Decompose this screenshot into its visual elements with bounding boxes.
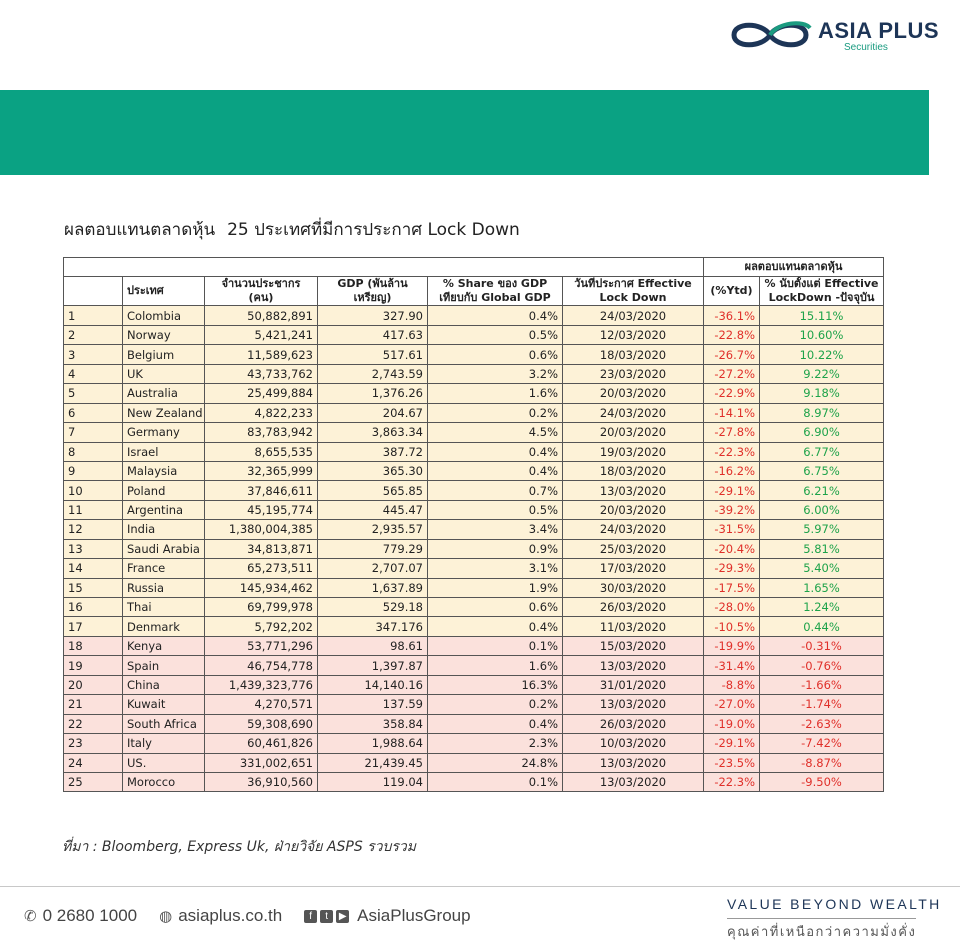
ytd-cell: -39.2% xyxy=(704,500,760,519)
date-cell: 24/03/2020 xyxy=(563,403,704,422)
row-index: 16 xyxy=(64,598,123,617)
row-index: 5 xyxy=(64,384,123,403)
row-index: 6 xyxy=(64,403,123,422)
gdp-cell: 137.59 xyxy=(318,695,428,714)
population-cell: 5,421,241 xyxy=(205,325,318,344)
row-index: 20 xyxy=(64,675,123,694)
share-cell: 3.4% xyxy=(428,520,563,539)
population-cell: 11,589,623 xyxy=(205,345,318,364)
gdp-cell: 565.85 xyxy=(318,481,428,500)
gdp-cell: 445.47 xyxy=(318,500,428,519)
since-lockdown-cell: 6.21% xyxy=(760,481,884,500)
share-cell: 0.9% xyxy=(428,539,563,558)
share-cell: 0.1% xyxy=(428,772,563,791)
date-cell: 20/03/2020 xyxy=(563,500,704,519)
table-row xyxy=(64,734,884,753)
date-cell: 30/03/2020 xyxy=(563,578,704,597)
column-header-row xyxy=(64,277,884,306)
footer xyxy=(24,906,493,926)
share-cell: 0.4% xyxy=(428,461,563,480)
title-part1: ผลตอบแทนตลาดหุ้น xyxy=(64,220,216,240)
youtube-icon[interactable]: ▶ xyxy=(336,910,349,923)
share-cell: 0.7% xyxy=(428,481,563,500)
phone-icon: ✆ xyxy=(24,908,37,925)
since-lockdown-cell: 6.90% xyxy=(760,423,884,442)
since-lockdown-cell: 5.40% xyxy=(760,559,884,578)
population-cell: 1,439,323,776 xyxy=(205,675,318,694)
ytd-cell: -16.2% xyxy=(704,461,760,480)
source-note: ที่มา : Bloomberg, Express Uk, ฝ่ายวิจัย ASPS รวบรวม xyxy=(62,839,417,855)
table-row xyxy=(64,578,884,597)
row-index: 10 xyxy=(64,481,123,500)
share-cell: 0.5% xyxy=(428,500,563,519)
country-cell: China xyxy=(123,675,205,694)
gdp-cell: 119.04 xyxy=(318,772,428,791)
since-lockdown-cell: 6.77% xyxy=(760,442,884,461)
header-date: วันที่ประกาศ Effective Lock Down xyxy=(563,277,704,306)
country-cell: India xyxy=(123,520,205,539)
population-cell: 53,771,296 xyxy=(205,636,318,655)
since-lockdown-cell: 9.18% xyxy=(760,384,884,403)
ytd-cell: -8.8% xyxy=(704,675,760,694)
row-index: 22 xyxy=(64,714,123,733)
date-cell: 13/03/2020 xyxy=(563,481,704,500)
ytd-cell: -10.5% xyxy=(704,617,760,636)
share-cell: 16.3% xyxy=(428,675,563,694)
row-index: 15 xyxy=(64,578,123,597)
row-index: 2 xyxy=(64,325,123,344)
row-index: 23 xyxy=(64,734,123,753)
gdp-cell: 517.61 xyxy=(318,345,428,364)
population-cell: 69,799,978 xyxy=(205,598,318,617)
footer-social[interactable]: AsiaPlusGroup xyxy=(357,906,471,925)
tagline-th: คุณค่าที่เหนือกว่าความมั่งคั่ง xyxy=(727,918,916,942)
gdp-cell: 2,935.57 xyxy=(318,520,428,539)
table-row xyxy=(64,442,884,461)
since-lockdown-cell: 9.22% xyxy=(760,364,884,383)
share-cell: 1.6% xyxy=(428,656,563,675)
share-cell: 0.5% xyxy=(428,325,563,344)
date-cell: 15/03/2020 xyxy=(563,636,704,655)
table-row xyxy=(64,384,884,403)
row-index: 12 xyxy=(64,520,123,539)
share-cell: 0.6% xyxy=(428,598,563,617)
date-cell: 12/03/2020 xyxy=(563,325,704,344)
since-lockdown-cell: -7.42% xyxy=(760,734,884,753)
gdp-cell: 98.61 xyxy=(318,636,428,655)
share-cell: 0.4% xyxy=(428,714,563,733)
ytd-cell: -14.1% xyxy=(704,403,760,422)
since-lockdown-cell: -1.66% xyxy=(760,675,884,694)
footer-website[interactable]: asiaplus.co.th xyxy=(178,906,283,925)
date-cell: 23/03/2020 xyxy=(563,364,704,383)
population-cell: 45,195,774 xyxy=(205,500,318,519)
country-cell: Thai xyxy=(123,598,205,617)
table-row xyxy=(64,636,884,655)
ytd-cell: -22.8% xyxy=(704,325,760,344)
population-cell: 60,461,826 xyxy=(205,734,318,753)
ytd-cell: -28.0% xyxy=(704,598,760,617)
table-row xyxy=(64,306,884,325)
ytd-cell: -31.5% xyxy=(704,520,760,539)
since-lockdown-cell: -0.31% xyxy=(760,636,884,655)
population-cell: 59,308,690 xyxy=(205,714,318,733)
gdp-cell: 358.84 xyxy=(318,714,428,733)
country-cell: South Africa xyxy=(123,714,205,733)
share-cell: 0.4% xyxy=(428,442,563,461)
date-cell: 25/03/2020 xyxy=(563,539,704,558)
share-cell: 0.1% xyxy=(428,636,563,655)
country-cell: Norway xyxy=(123,325,205,344)
table-row xyxy=(64,364,884,383)
row-index: 8 xyxy=(64,442,123,461)
date-cell: 13/03/2020 xyxy=(563,753,704,772)
population-cell: 32,365,999 xyxy=(205,461,318,480)
share-cell: 1.6% xyxy=(428,384,563,403)
table-row xyxy=(64,675,884,694)
country-cell: Australia xyxy=(123,384,205,403)
table-row xyxy=(64,539,884,558)
row-index: 14 xyxy=(64,559,123,578)
country-cell: Spain xyxy=(123,656,205,675)
date-cell: 26/03/2020 xyxy=(563,598,704,617)
country-cell: Poland xyxy=(123,481,205,500)
population-cell: 1,380,004,385 xyxy=(205,520,318,539)
ytd-cell: -26.7% xyxy=(704,345,760,364)
row-index: 19 xyxy=(64,656,123,675)
gdp-cell: 1,376.26 xyxy=(318,384,428,403)
population-cell: 34,813,871 xyxy=(205,539,318,558)
share-cell: 0.6% xyxy=(428,345,563,364)
ytd-cell: -27.2% xyxy=(704,364,760,383)
since-lockdown-cell: -0.76% xyxy=(760,656,884,675)
table-row xyxy=(64,753,884,772)
date-cell: 20/03/2020 xyxy=(563,384,704,403)
table-row xyxy=(64,325,884,344)
ytd-cell: -29.1% xyxy=(704,481,760,500)
gdp-cell: 2,743.59 xyxy=(318,364,428,383)
gdp-cell: 2,707.07 xyxy=(318,559,428,578)
population-cell: 25,499,884 xyxy=(205,384,318,403)
gdp-cell: 529.18 xyxy=(318,598,428,617)
date-cell: 18/03/2020 xyxy=(563,461,704,480)
since-lockdown-cell: 10.60% xyxy=(760,325,884,344)
row-index: 9 xyxy=(64,461,123,480)
country-cell: Italy xyxy=(123,734,205,753)
share-cell: 0.2% xyxy=(428,403,563,422)
population-cell: 4,270,571 xyxy=(205,695,318,714)
population-cell: 8,655,535 xyxy=(205,442,318,461)
population-cell: 145,934,462 xyxy=(205,578,318,597)
since-lockdown-cell: 0.44% xyxy=(760,617,884,636)
footer-divider xyxy=(0,886,960,887)
gdp-cell: 387.72 xyxy=(318,442,428,461)
header-since: % นับตั้งแต่ Effective LockDown -ปัจจุบัน xyxy=(760,277,884,306)
row-index: 17 xyxy=(64,617,123,636)
table-row xyxy=(64,423,884,442)
tagline-en: VALUE BEYOND WEALTH xyxy=(727,896,942,912)
gdp-cell: 347.176 xyxy=(318,617,428,636)
table-row xyxy=(64,481,884,500)
share-cell: 0.4% xyxy=(428,306,563,325)
date-cell: 17/03/2020 xyxy=(563,559,704,578)
row-index: 3 xyxy=(64,345,123,364)
date-cell: 31/01/2020 xyxy=(563,675,704,694)
ytd-cell: -23.5% xyxy=(704,753,760,772)
table-row xyxy=(64,617,884,636)
since-lockdown-cell: -2.63% xyxy=(760,714,884,733)
row-index: 21 xyxy=(64,695,123,714)
country-cell: Morocco xyxy=(123,772,205,791)
twitter-icon[interactable]: t xyxy=(320,910,333,923)
since-lockdown-cell: 6.00% xyxy=(760,500,884,519)
table-row xyxy=(64,345,884,364)
country-cell: Kuwait xyxy=(123,695,205,714)
population-cell: 5,792,202 xyxy=(205,617,318,636)
ytd-cell: -19.0% xyxy=(704,714,760,733)
row-index: 13 xyxy=(64,539,123,558)
population-cell: 43,733,762 xyxy=(205,364,318,383)
date-cell: 13/03/2020 xyxy=(563,772,704,791)
gdp-cell: 14,140.16 xyxy=(318,675,428,694)
population-cell: 36,910,560 xyxy=(205,772,318,791)
ytd-cell: -29.1% xyxy=(704,734,760,753)
row-index: 1 xyxy=(64,306,123,325)
population-cell: 65,273,511 xyxy=(205,559,318,578)
globe-icon: ◍ xyxy=(159,908,173,925)
gdp-cell: 327.90 xyxy=(318,306,428,325)
header-band xyxy=(0,90,929,175)
row-index: 25 xyxy=(64,772,123,791)
table-row xyxy=(64,656,884,675)
gdp-cell: 779.29 xyxy=(318,539,428,558)
infinity-logo-icon xyxy=(726,18,814,52)
header-gdp: GDP (พันล้าน เหรียญ) xyxy=(318,277,428,306)
gdp-cell: 204.67 xyxy=(318,403,428,422)
population-cell: 50,882,891 xyxy=(205,306,318,325)
country-cell: New Zealand xyxy=(123,403,205,422)
table-row xyxy=(64,772,884,791)
date-cell: 10/03/2020 xyxy=(563,734,704,753)
since-lockdown-cell: 1.24% xyxy=(760,598,884,617)
population-cell: 4,822,233 xyxy=(205,403,318,422)
country-cell: Kenya xyxy=(123,636,205,655)
gdp-cell: 1,637.89 xyxy=(318,578,428,597)
gdp-cell: 417.63 xyxy=(318,325,428,344)
gdp-cell: 3,863.34 xyxy=(318,423,428,442)
table-row xyxy=(64,714,884,733)
ytd-cell: -22.3% xyxy=(704,442,760,461)
since-lockdown-cell: -8.87% xyxy=(760,753,884,772)
share-cell: 0.2% xyxy=(428,695,563,714)
country-cell: Saudi Arabia xyxy=(123,539,205,558)
ytd-cell: -29.3% xyxy=(704,559,760,578)
table-row xyxy=(64,403,884,422)
table-row xyxy=(64,500,884,519)
country-cell: Argentina xyxy=(123,500,205,519)
share-cell: 1.9% xyxy=(428,578,563,597)
date-cell: 24/03/2020 xyxy=(563,306,704,325)
header-ytd: (%Ytd) xyxy=(704,277,760,306)
gdp-cell: 1,988.64 xyxy=(318,734,428,753)
country-cell: US. xyxy=(123,753,205,772)
date-cell: 20/03/2020 xyxy=(563,423,704,442)
share-cell: 4.5% xyxy=(428,423,563,442)
country-cell: Russia xyxy=(123,578,205,597)
country-cell: France xyxy=(123,559,205,578)
share-cell: 3.1% xyxy=(428,559,563,578)
share-cell: 0.4% xyxy=(428,617,563,636)
row-index: 7 xyxy=(64,423,123,442)
gdp-cell: 365.30 xyxy=(318,461,428,480)
share-cell: 2.3% xyxy=(428,734,563,753)
table-row xyxy=(64,695,884,714)
ytd-cell: -31.4% xyxy=(704,656,760,675)
header-country: ประเทศ xyxy=(123,277,205,306)
table-row xyxy=(64,461,884,480)
country-cell: Israel xyxy=(123,442,205,461)
ytd-cell: -27.8% xyxy=(704,423,760,442)
brand-sub: Securities xyxy=(844,42,888,53)
country-cell: UK xyxy=(123,364,205,383)
header-share: % Share ของ GDP เทียบกับ Global GDP xyxy=(428,277,563,306)
date-cell: 11/03/2020 xyxy=(563,617,704,636)
since-lockdown-cell: -1.74% xyxy=(760,695,884,714)
ytd-cell: -22.9% xyxy=(704,384,760,403)
row-index: 18 xyxy=(64,636,123,655)
date-cell: 24/03/2020 xyxy=(563,520,704,539)
row-index: 11 xyxy=(64,500,123,519)
ytd-cell: -36.1% xyxy=(704,306,760,325)
title-part2: 25 ประเทศที่มีการประกาศ Lock Down xyxy=(227,220,520,240)
row-index: 4 xyxy=(64,364,123,383)
date-cell: 19/03/2020 xyxy=(563,442,704,461)
share-cell: 3.2% xyxy=(428,364,563,383)
population-cell: 331,002,651 xyxy=(205,753,318,772)
ytd-cell: -22.3% xyxy=(704,772,760,791)
date-cell: 13/03/2020 xyxy=(563,695,704,714)
table-row xyxy=(64,598,884,617)
gdp-cell: 21,439.45 xyxy=(318,753,428,772)
since-lockdown-cell: -9.50% xyxy=(760,772,884,791)
ytd-cell: -20.4% xyxy=(704,539,760,558)
facebook-icon[interactable]: f xyxy=(304,910,317,923)
page-title xyxy=(64,216,520,243)
row-index: 24 xyxy=(64,753,123,772)
table-row xyxy=(64,520,884,539)
since-lockdown-cell: 8.97% xyxy=(760,403,884,422)
country-cell: Denmark xyxy=(123,617,205,636)
since-lockdown-cell: 15.11% xyxy=(760,306,884,325)
since-lockdown-cell: 5.81% xyxy=(760,539,884,558)
country-cell: Germany xyxy=(123,423,205,442)
population-cell: 83,783,942 xyxy=(205,423,318,442)
country-cell: Belgium xyxy=(123,345,205,364)
asia-plus-logo xyxy=(726,14,946,56)
since-lockdown-cell: 6.75% xyxy=(760,461,884,480)
since-lockdown-cell: 10.22% xyxy=(760,345,884,364)
share-cell: 24.8% xyxy=(428,753,563,772)
group-header: ผลตอบแทนตลาดหุ้น xyxy=(704,258,884,277)
ytd-cell: -17.5% xyxy=(704,578,760,597)
table-row xyxy=(64,559,884,578)
date-cell: 18/03/2020 xyxy=(563,345,704,364)
gdp-cell: 1,397.87 xyxy=(318,656,428,675)
footer-phone[interactable]: 0 2680 1000 xyxy=(42,906,138,925)
country-cell: Colombia xyxy=(123,306,205,325)
returns-table xyxy=(63,257,884,792)
since-lockdown-cell: 1.65% xyxy=(760,578,884,597)
ytd-cell: -27.0% xyxy=(704,695,760,714)
country-cell: Malaysia xyxy=(123,461,205,480)
group-header-row xyxy=(64,258,884,277)
date-cell: 13/03/2020 xyxy=(563,656,704,675)
ytd-cell: -19.9% xyxy=(704,636,760,655)
since-lockdown-cell: 5.97% xyxy=(760,520,884,539)
brand-name: ASIA PLUS xyxy=(818,18,940,43)
date-cell: 26/03/2020 xyxy=(563,714,704,733)
population-cell: 46,754,778 xyxy=(205,656,318,675)
header-population: จำนวนประชากร (คน) xyxy=(205,277,318,306)
population-cell: 37,846,611 xyxy=(205,481,318,500)
